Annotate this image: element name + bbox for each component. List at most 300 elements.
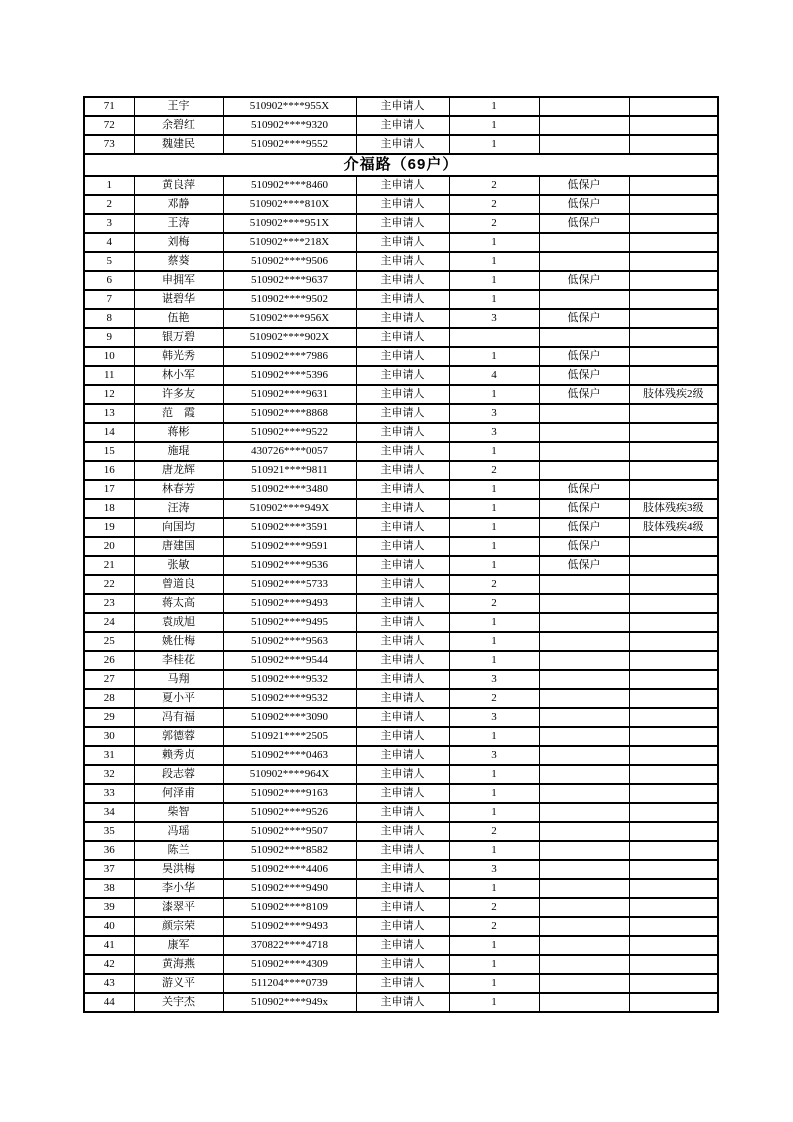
id-number-cell: 510902****9493 — [223, 917, 356, 936]
applicant-name-cell: 昊洪梅 — [134, 860, 223, 879]
row-number-cell: 27 — [84, 670, 134, 689]
lowincome-status-cell — [539, 879, 629, 898]
member-count-cell: 1 — [449, 632, 539, 651]
disability-note-cell — [629, 537, 718, 556]
member-count-cell — [449, 328, 539, 347]
member-count-cell: 1 — [449, 442, 539, 461]
id-number-cell: 510902****9591 — [223, 537, 356, 556]
applicant-type-cell: 主申请人 — [356, 518, 449, 537]
lowincome-status-cell — [539, 993, 629, 1012]
applicant-name-cell: 伍艳 — [134, 309, 223, 328]
member-count-cell: 1 — [449, 651, 539, 670]
applicant-type-cell: 主申请人 — [356, 499, 449, 518]
applicant-name-cell: 韩光秀 — [134, 347, 223, 366]
disability-note-cell — [629, 575, 718, 594]
id-number-cell: 510902****810X — [223, 195, 356, 214]
table-row — [84, 898, 718, 917]
applicant-name-cell: 李小华 — [134, 879, 223, 898]
lowincome-status-cell — [539, 135, 629, 154]
member-count-cell: 2 — [449, 575, 539, 594]
member-count-cell: 1 — [449, 347, 539, 366]
applicant-type-cell: 主申请人 — [356, 290, 449, 309]
row-number-cell: 7 — [84, 290, 134, 309]
row-number-cell: 17 — [84, 480, 134, 499]
applicant-type-cell: 主申请人 — [356, 632, 449, 651]
disability-note-cell — [629, 670, 718, 689]
applicant-type-cell: 主申请人 — [356, 670, 449, 689]
lowincome-status-cell — [539, 613, 629, 632]
disability-note-cell: 肢体残疾2级 — [629, 385, 718, 404]
table-row — [84, 917, 718, 936]
table-row — [84, 689, 718, 708]
table-row — [84, 803, 718, 822]
table-row — [84, 822, 718, 841]
disability-note-cell — [629, 116, 718, 135]
id-number-cell: 510902****3591 — [223, 518, 356, 537]
lowincome-status-cell — [539, 917, 629, 936]
lowincome-status-cell: 低保户 — [539, 385, 629, 404]
table-row — [84, 233, 718, 252]
applicant-type-cell: 主申请人 — [356, 97, 449, 116]
disability-note-cell — [629, 366, 718, 385]
member-count-cell: 1 — [449, 556, 539, 575]
table-row — [84, 784, 718, 803]
applicant-type-cell: 主申请人 — [356, 822, 449, 841]
id-number-cell: 510902****9490 — [223, 879, 356, 898]
row-number-cell: 71 — [84, 97, 134, 116]
member-count-cell: 3 — [449, 404, 539, 423]
member-count-cell: 3 — [449, 423, 539, 442]
member-count-cell: 1 — [449, 499, 539, 518]
id-number-cell: 510902****218X — [223, 233, 356, 252]
row-number-cell: 13 — [84, 404, 134, 423]
disability-note-cell — [629, 651, 718, 670]
lowincome-status-cell — [539, 404, 629, 423]
row-number-cell: 14 — [84, 423, 134, 442]
id-number-cell: 510902****956X — [223, 309, 356, 328]
applicant-name-cell: 邓静 — [134, 195, 223, 214]
applicant-name-cell: 曾道良 — [134, 575, 223, 594]
applicant-name-cell: 唐龙辉 — [134, 461, 223, 480]
disability-note-cell — [629, 727, 718, 746]
applicant-type-cell: 主申请人 — [356, 898, 449, 917]
applicant-type-cell: 主申请人 — [356, 423, 449, 442]
row-number-cell: 10 — [84, 347, 134, 366]
disability-note-cell — [629, 936, 718, 955]
applicant-name-cell: 谌碧华 — [134, 290, 223, 309]
applicant-name-cell: 施琨 — [134, 442, 223, 461]
id-number-cell: 510921****9811 — [223, 461, 356, 480]
row-number-cell: 12 — [84, 385, 134, 404]
lowincome-status-cell — [539, 898, 629, 917]
disability-note-cell — [629, 176, 718, 195]
applicant-name-cell: 马翔 — [134, 670, 223, 689]
id-number-cell: 510902****9163 — [223, 784, 356, 803]
applicant-name-cell: 余碧红 — [134, 116, 223, 135]
row-number-cell: 2 — [84, 195, 134, 214]
applicant-type-cell: 主申请人 — [356, 233, 449, 252]
applicant-type-cell: 主申请人 — [356, 689, 449, 708]
member-count-cell: 2 — [449, 176, 539, 195]
section-title: 介福路（69户） — [84, 154, 718, 176]
table-row — [84, 993, 718, 1012]
applicant-type-cell: 主申请人 — [356, 347, 449, 366]
member-count-cell: 1 — [449, 841, 539, 860]
row-number-cell: 37 — [84, 860, 134, 879]
row-number-cell: 24 — [84, 613, 134, 632]
disability-note-cell — [629, 480, 718, 499]
member-count-cell: 1 — [449, 116, 539, 135]
applicant-type-cell: 主申请人 — [356, 727, 449, 746]
disability-note-cell — [629, 841, 718, 860]
member-count-cell: 1 — [449, 879, 539, 898]
lowincome-status-cell — [539, 670, 629, 689]
table-row — [84, 670, 718, 689]
table-row — [84, 135, 718, 154]
lowincome-status-cell — [539, 822, 629, 841]
applicant-name-cell: 段志蓉 — [134, 765, 223, 784]
table-row — [84, 518, 718, 537]
member-count-cell: 1 — [449, 803, 539, 822]
applicant-name-cell: 范 霞 — [134, 404, 223, 423]
id-number-cell: 510902****9320 — [223, 116, 356, 135]
id-number-cell: 510902****3090 — [223, 708, 356, 727]
member-count-cell: 1 — [449, 385, 539, 404]
lowincome-status-cell — [539, 442, 629, 461]
lowincome-status-cell — [539, 955, 629, 974]
disability-note-cell — [629, 404, 718, 423]
disability-note-cell: 肢体残疾4级 — [629, 518, 718, 537]
applicant-type-cell: 主申请人 — [356, 803, 449, 822]
table-row — [84, 271, 718, 290]
member-count-cell: 1 — [449, 784, 539, 803]
lowincome-status-cell — [539, 461, 629, 480]
applicant-name-cell: 蔡葵 — [134, 252, 223, 271]
applicant-name-cell: 申拥军 — [134, 271, 223, 290]
lowincome-status-cell — [539, 841, 629, 860]
applicant-type-cell: 主申请人 — [356, 309, 449, 328]
member-count-cell: 3 — [449, 708, 539, 727]
id-number-cell: 510902****4309 — [223, 955, 356, 974]
applicant-name-cell: 康军 — [134, 936, 223, 955]
lowincome-status-cell — [539, 746, 629, 765]
lowincome-status-cell — [539, 252, 629, 271]
disability-note-cell — [629, 879, 718, 898]
applicant-type-cell: 主申请人 — [356, 271, 449, 290]
member-count-cell: 1 — [449, 537, 539, 556]
lowincome-status-cell — [539, 575, 629, 594]
disability-note-cell — [629, 195, 718, 214]
applicant-name-cell: 向国均 — [134, 518, 223, 537]
id-number-cell: 510902****9502 — [223, 290, 356, 309]
id-number-cell: 510921****2505 — [223, 727, 356, 746]
row-number-cell: 32 — [84, 765, 134, 784]
member-count-cell: 4 — [449, 366, 539, 385]
member-count-cell: 1 — [449, 993, 539, 1012]
disability-note-cell — [629, 613, 718, 632]
row-number-cell: 8 — [84, 309, 134, 328]
id-number-cell: 510902****3480 — [223, 480, 356, 499]
lowincome-status-cell — [539, 936, 629, 955]
disability-note-cell — [629, 974, 718, 993]
applicant-name-cell: 许多友 — [134, 385, 223, 404]
member-count-cell: 3 — [449, 860, 539, 879]
id-number-cell: 510902****9631 — [223, 385, 356, 404]
row-number-cell: 26 — [84, 651, 134, 670]
applicant-type-cell: 主申请人 — [356, 214, 449, 233]
applicant-type-cell: 主申请人 — [356, 556, 449, 575]
id-number-cell: 510902****9532 — [223, 670, 356, 689]
applicant-name-cell: 袁成旭 — [134, 613, 223, 632]
lowincome-status-cell: 低保户 — [539, 271, 629, 290]
applicant-name-cell: 蒋太高 — [134, 594, 223, 613]
table-row — [84, 879, 718, 898]
lowincome-status-cell — [539, 97, 629, 116]
row-number-cell: 28 — [84, 689, 134, 708]
member-count-cell: 1 — [449, 613, 539, 632]
disability-note-cell — [629, 290, 718, 309]
applicant-name-cell: 张敏 — [134, 556, 223, 575]
table-row — [84, 727, 718, 746]
disability-note-cell — [629, 746, 718, 765]
member-count-cell: 3 — [449, 746, 539, 765]
row-number-cell: 40 — [84, 917, 134, 936]
id-number-cell: 510902****8868 — [223, 404, 356, 423]
table-row — [84, 841, 718, 860]
table-row — [84, 404, 718, 423]
id-number-cell: 510902****9532 — [223, 689, 356, 708]
table-row — [84, 708, 718, 727]
applicant-name-cell: 魏建民 — [134, 135, 223, 154]
applicant-name-cell: 王涛 — [134, 214, 223, 233]
row-number-cell: 36 — [84, 841, 134, 860]
table-row — [84, 290, 718, 309]
row-number-cell: 3 — [84, 214, 134, 233]
disability-note-cell — [629, 993, 718, 1012]
lowincome-status-cell: 低保户 — [539, 195, 629, 214]
applicant-name-cell: 黄海燕 — [134, 955, 223, 974]
table-row — [84, 423, 718, 442]
id-number-cell: 510902****9507 — [223, 822, 356, 841]
lowincome-status-cell — [539, 765, 629, 784]
disability-note-cell — [629, 97, 718, 116]
table-row — [84, 765, 718, 784]
table-row — [84, 499, 718, 518]
lowincome-status-cell — [539, 423, 629, 442]
member-count-cell: 1 — [449, 727, 539, 746]
disability-note-cell — [629, 556, 718, 575]
table-row — [84, 214, 718, 233]
applicant-type-cell: 主申请人 — [356, 613, 449, 632]
row-number-cell: 34 — [84, 803, 134, 822]
lowincome-status-cell — [539, 651, 629, 670]
lowincome-status-cell — [539, 727, 629, 746]
table-row — [84, 195, 718, 214]
lowincome-status-cell — [539, 784, 629, 803]
id-number-cell: 510902****902X — [223, 328, 356, 347]
id-number-cell: 510902****9563 — [223, 632, 356, 651]
applicant-type-cell: 主申请人 — [356, 765, 449, 784]
table-row — [84, 613, 718, 632]
member-count-cell: 2 — [449, 214, 539, 233]
row-number-cell: 31 — [84, 746, 134, 765]
lowincome-status-cell — [539, 803, 629, 822]
disability-note-cell — [629, 233, 718, 252]
row-number-cell: 44 — [84, 993, 134, 1012]
applicant-name-cell: 王宇 — [134, 97, 223, 116]
row-number-cell: 11 — [84, 366, 134, 385]
lowincome-status-cell — [539, 328, 629, 347]
table-row — [84, 116, 718, 135]
lowincome-status-cell: 低保户 — [539, 347, 629, 366]
applicant-type-cell: 主申请人 — [356, 461, 449, 480]
applicant-name-cell: 冯瑶 — [134, 822, 223, 841]
applicant-type-cell: 主申请人 — [356, 746, 449, 765]
member-count-cell: 2 — [449, 898, 539, 917]
id-number-cell: 510902****5733 — [223, 575, 356, 594]
id-number-cell: 510902****9495 — [223, 613, 356, 632]
id-number-cell: 370822****4718 — [223, 936, 356, 955]
table-row — [84, 480, 718, 499]
lowincome-status-cell: 低保户 — [539, 309, 629, 328]
id-number-cell: 510902****9526 — [223, 803, 356, 822]
applicant-type-cell: 主申请人 — [356, 917, 449, 936]
table-row — [84, 385, 718, 404]
applicant-type-cell: 主申请人 — [356, 366, 449, 385]
member-count-cell: 1 — [449, 936, 539, 955]
disability-note-cell — [629, 822, 718, 841]
member-count-cell: 1 — [449, 271, 539, 290]
id-number-cell: 510902****955X — [223, 97, 356, 116]
lowincome-status-cell — [539, 689, 629, 708]
disability-note-cell — [629, 328, 718, 347]
disability-note-cell — [629, 632, 718, 651]
lowincome-status-cell — [539, 974, 629, 993]
lowincome-status-cell — [539, 233, 629, 252]
disability-note-cell — [629, 271, 718, 290]
applicant-type-cell: 主申请人 — [356, 575, 449, 594]
applicant-type-cell: 主申请人 — [356, 442, 449, 461]
row-number-cell: 41 — [84, 936, 134, 955]
applicant-type-cell: 主申请人 — [356, 480, 449, 499]
id-number-cell: 510902****949X — [223, 499, 356, 518]
member-count-cell: 2 — [449, 195, 539, 214]
row-number-cell: 4 — [84, 233, 134, 252]
applicant-type-cell: 主申请人 — [356, 195, 449, 214]
disability-note-cell — [629, 214, 718, 233]
disability-note-cell — [629, 860, 718, 879]
applicant-type-cell: 主申请人 — [356, 116, 449, 135]
applicant-name-cell: 郭德蓉 — [134, 727, 223, 746]
applicant-name-cell: 关宇杰 — [134, 993, 223, 1012]
member-count-cell: 1 — [449, 480, 539, 499]
table-row — [84, 575, 718, 594]
applicant-name-cell: 唐建国 — [134, 537, 223, 556]
applicant-type-cell: 主申请人 — [356, 784, 449, 803]
id-number-cell: 510902****9493 — [223, 594, 356, 613]
disability-note-cell — [629, 784, 718, 803]
applicant-name-cell: 蒋彬 — [134, 423, 223, 442]
row-number-cell: 6 — [84, 271, 134, 290]
row-number-cell: 9 — [84, 328, 134, 347]
table-row — [84, 974, 718, 993]
lowincome-status-cell: 低保户 — [539, 214, 629, 233]
lowincome-status-cell — [539, 860, 629, 879]
lowincome-status-cell — [539, 708, 629, 727]
id-number-cell: 510902****7986 — [223, 347, 356, 366]
id-number-cell: 510902****9522 — [223, 423, 356, 442]
table-row — [84, 594, 718, 613]
disability-note-cell — [629, 252, 718, 271]
row-number-cell: 42 — [84, 955, 134, 974]
applicant-name-cell: 何泽甫 — [134, 784, 223, 803]
table-row — [84, 632, 718, 651]
lowincome-status-cell — [539, 594, 629, 613]
row-number-cell: 38 — [84, 879, 134, 898]
row-number-cell: 43 — [84, 974, 134, 993]
lowincome-status-cell — [539, 632, 629, 651]
member-count-cell: 2 — [449, 689, 539, 708]
applicant-name-cell: 刘梅 — [134, 233, 223, 252]
row-number-cell: 16 — [84, 461, 134, 480]
id-number-cell: 510902****9552 — [223, 135, 356, 154]
table-row — [84, 860, 718, 879]
applicant-type-cell: 主申请人 — [356, 385, 449, 404]
row-number-cell: 1 — [84, 176, 134, 195]
id-number-cell: 510902****9637 — [223, 271, 356, 290]
applicant-name-cell: 姚仕梅 — [134, 632, 223, 651]
id-number-cell: 510902****9536 — [223, 556, 356, 575]
applicant-type-cell: 主申请人 — [356, 955, 449, 974]
row-number-cell: 19 — [84, 518, 134, 537]
id-number-cell: 510902****964X — [223, 765, 356, 784]
row-number-cell: 23 — [84, 594, 134, 613]
lowincome-status-cell: 低保户 — [539, 537, 629, 556]
disability-note-cell — [629, 708, 718, 727]
table-row — [84, 461, 718, 480]
row-number-cell: 72 — [84, 116, 134, 135]
row-number-cell: 33 — [84, 784, 134, 803]
applicant-type-cell: 主申请人 — [356, 879, 449, 898]
lowincome-status-cell: 低保户 — [539, 518, 629, 537]
disability-note-cell — [629, 803, 718, 822]
disability-note-cell — [629, 309, 718, 328]
applicant-type-cell: 主申请人 — [356, 860, 449, 879]
table-row — [84, 556, 718, 575]
applicants-table — [83, 96, 719, 1013]
table-row — [84, 309, 718, 328]
applicant-type-cell: 主申请人 — [356, 651, 449, 670]
applicant-name-cell: 黄良萍 — [134, 176, 223, 195]
table-row — [84, 347, 718, 366]
member-count-cell: 1 — [449, 252, 539, 271]
applicant-name-cell: 银万碧 — [134, 328, 223, 347]
member-count-cell: 1 — [449, 233, 539, 252]
lowincome-status-cell: 低保户 — [539, 176, 629, 195]
row-number-cell: 20 — [84, 537, 134, 556]
disability-note-cell — [629, 135, 718, 154]
lowincome-status-cell — [539, 290, 629, 309]
applicant-name-cell: 林小军 — [134, 366, 223, 385]
row-number-cell: 39 — [84, 898, 134, 917]
applicant-type-cell: 主申请人 — [356, 135, 449, 154]
id-number-cell: 510902****8109 — [223, 898, 356, 917]
row-number-cell: 35 — [84, 822, 134, 841]
id-number-cell: 510902****8582 — [223, 841, 356, 860]
applicant-name-cell: 冯有福 — [134, 708, 223, 727]
disability-note-cell — [629, 461, 718, 480]
disability-note-cell: 肢体残疾3级 — [629, 499, 718, 518]
